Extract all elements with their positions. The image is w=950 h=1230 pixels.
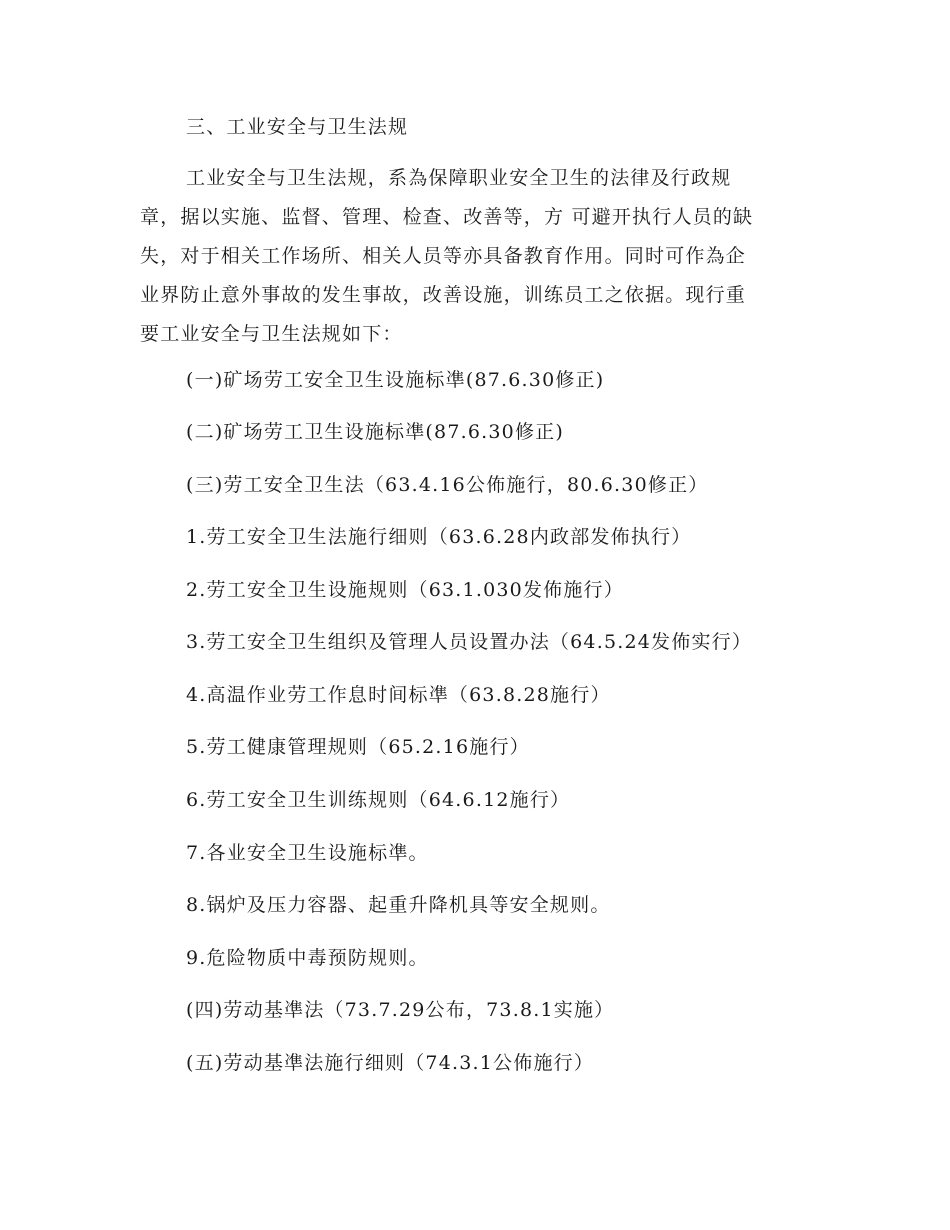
list-item: (三)劳工安全卫生法（63.4.16公佈施行，80.6.30修正） [186, 474, 709, 496]
paragraph-line: 业界防止意外事故的发生事故，改善设施，训练员工之依据。现行重 [140, 284, 747, 306]
list-item: 6.劳工安全卫生训练规则（64.6.12施行） [186, 789, 571, 811]
list-item: 5.劳工健康管理规则（65.2.16施行） [186, 736, 530, 758]
list-item: 4.高温作业劳工作息时间标凖（63.8.28施行） [186, 684, 611, 706]
list-item: (一)矿场劳工安全卫生设施标凖(87.6.30修正) [186, 369, 605, 391]
list-item: 2.劳工安全卫生设施规则（63.1.030发佈施行） [186, 579, 624, 601]
list-item: 9.危险物质中毒预防规则。 [186, 947, 429, 969]
list-item: 3.劳工安全卫生组织及管理人员设置办法（64.5.24发佈实行） [186, 631, 753, 653]
paragraph-line: 章，据以实施、监督、管理、检查、改善等，方 可避开执行人员的缺 [140, 206, 754, 228]
list-item: (二)矿场劳工卫生设施标凖(87.6.30修正) [186, 421, 564, 443]
list-item: 8.锅炉及压力容器、起重升降机具等安全规则。 [186, 894, 611, 916]
paragraph-line: 工业安全与卫生法规，系為保障职业安全卫生的法律及行政规 [186, 167, 732, 189]
list-item: 1.劳工安全卫生法施行细则（63.6.28内政部发佈执行） [186, 526, 692, 548]
list-item: (四)劳动基凖法（73.7.29公布，73.8.1实施） [186, 999, 615, 1021]
paragraph-line: 失，对于相关工作场所、相关人员等亦具备教育作用。同时可作為企 [140, 245, 747, 267]
paragraph-line: 要工业安全与卫生法规如下： [140, 323, 403, 345]
section-heading: 三、工业安全与卫生法规 [186, 116, 409, 138]
list-item: 7.各业安全卫生设施标凖。 [186, 842, 429, 864]
list-item: (五)劳动基凖法施行细则（74.3.1公佈施行） [186, 1052, 595, 1074]
